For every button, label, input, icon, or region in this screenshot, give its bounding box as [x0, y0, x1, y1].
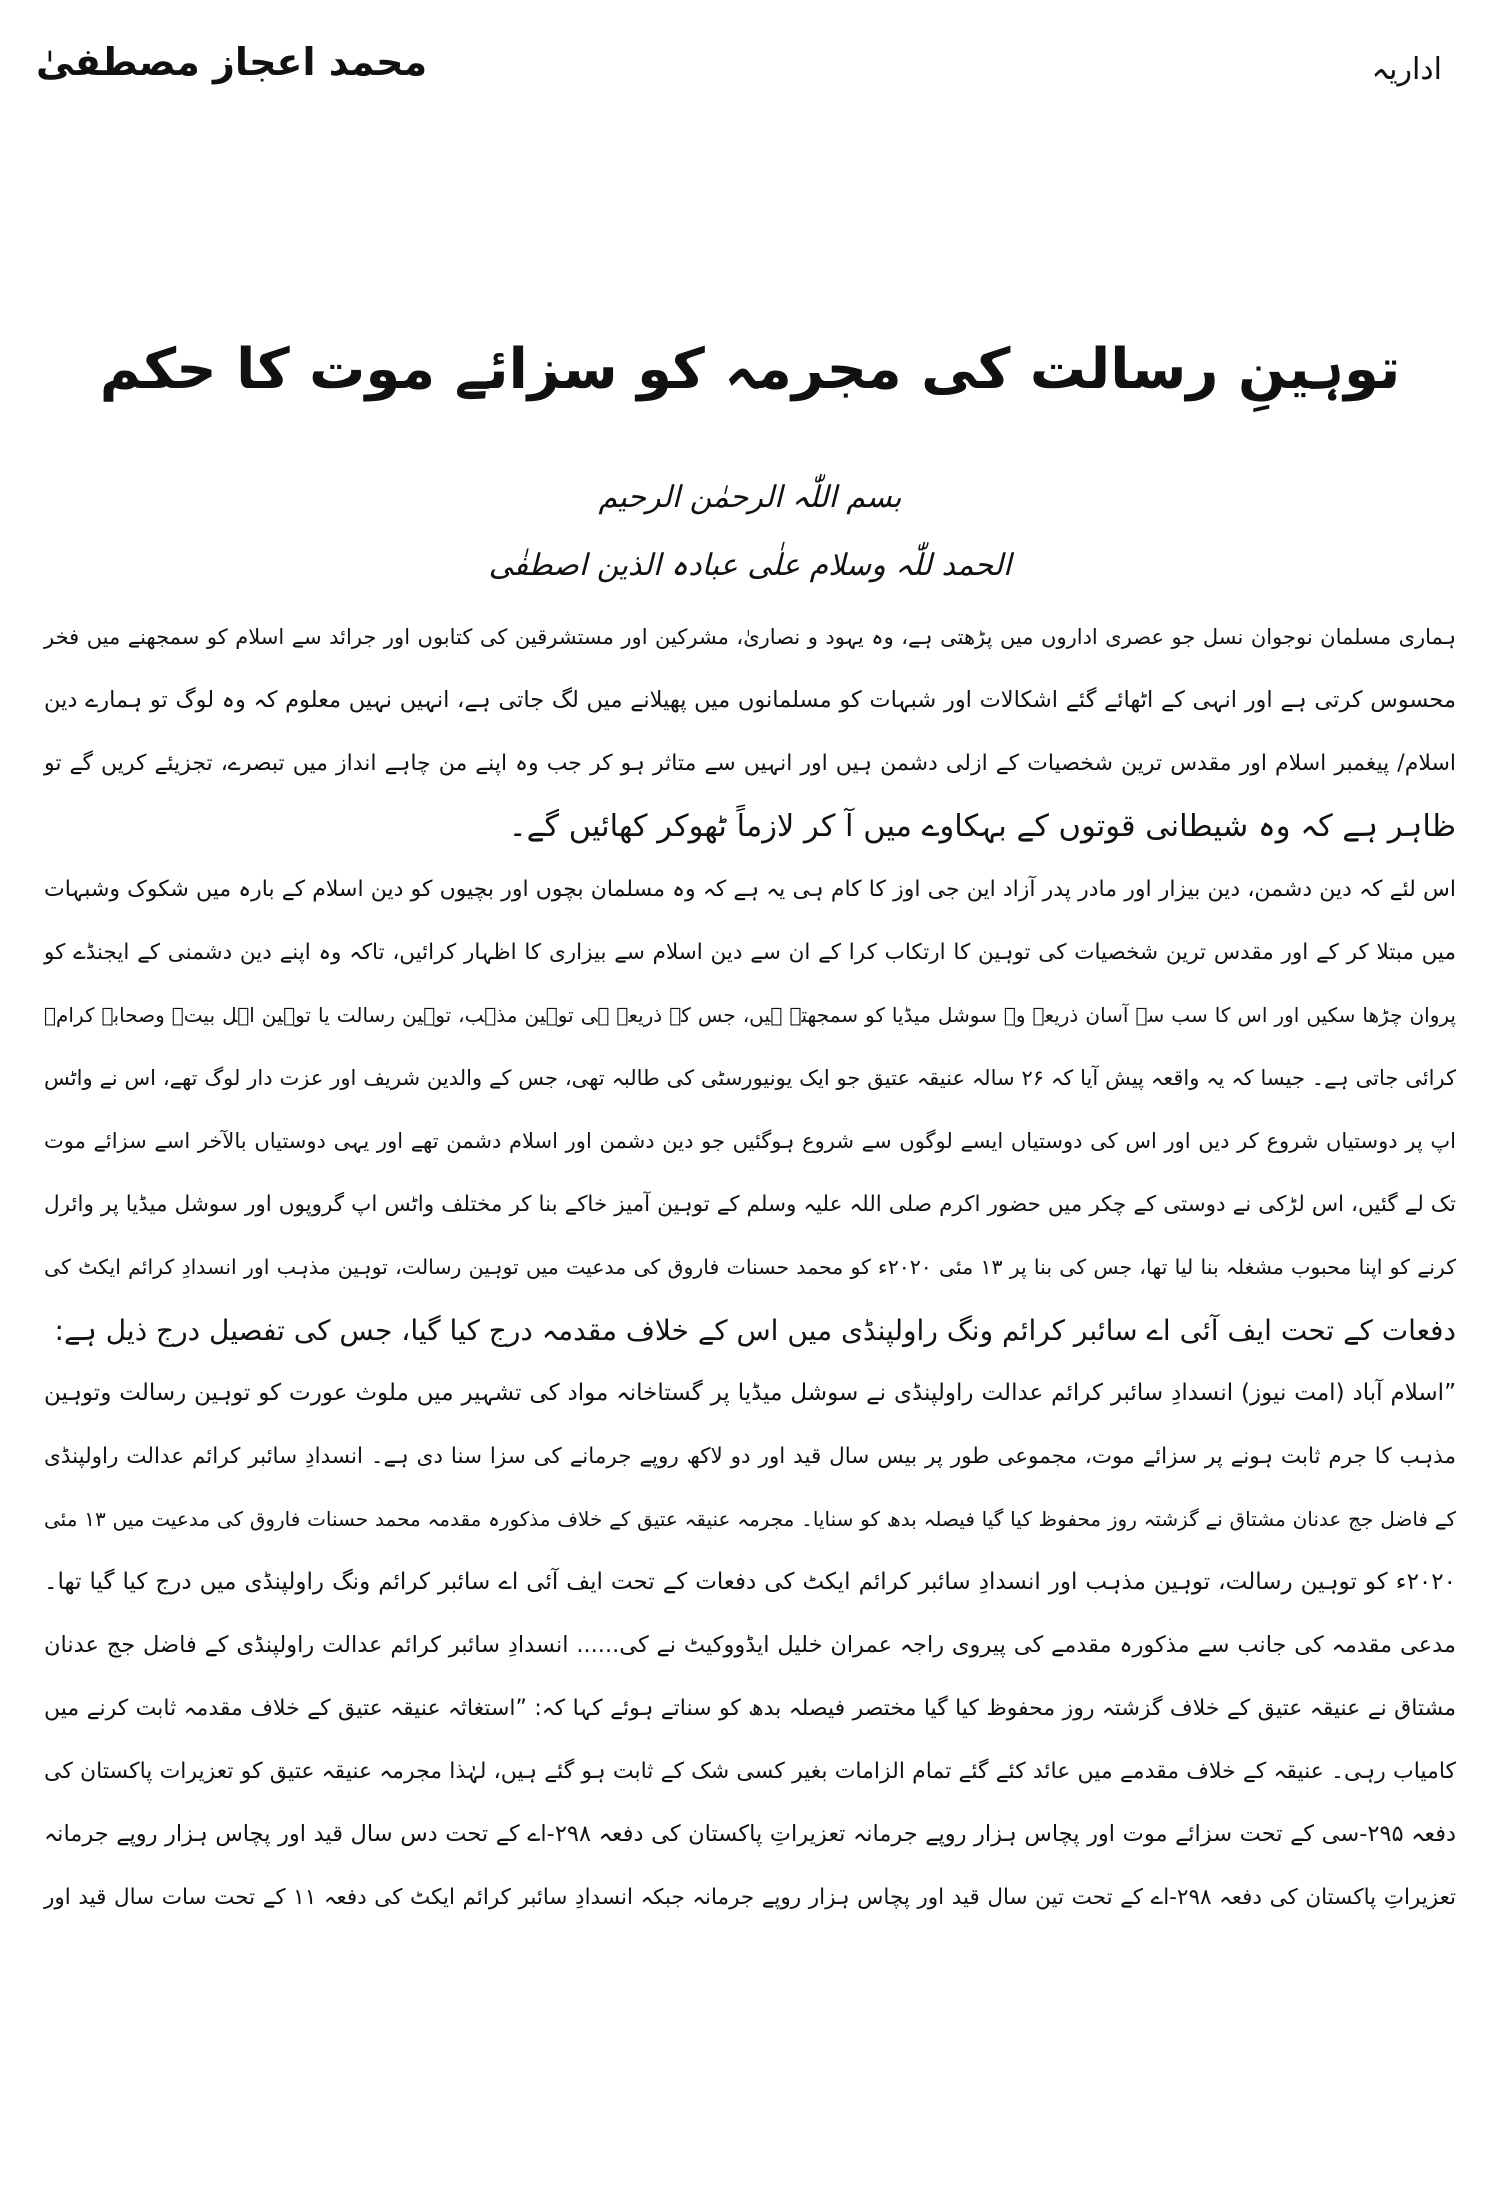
text-line: اسلام/ پیغمبر اسلام اور مقدس ترین شخصیات کے ازلی دشمن ہیں اور انہیں سے متاثر ہو کر جب وہ اپنے من چاہے انداز میں تبصرے، تجزیئے کریں گے تو — [44, 751, 1456, 776]
text-line: مدعی مقدمہ کی جانب سے مذکورہ مقدمے کی پیروی راجہ عمران خلیل ایڈووکیٹ نے کی...... انسدادِ سائبر کرائم عدالت راولپنڈی کے فاضل جج عدنان — [44, 1632, 1456, 1658]
article-body — [44, 606, 1456, 1929]
text-line: محسوس کرتی ہے اور انہی کے اٹھائے گئے اشکالات اور شبہات کو مسلمانوں میں پھیلانے میں لگ جاتی ہے، انہیں نہیں معلوم کہ وہ لوگ تو ہمارے دین — [44, 687, 1456, 713]
text-line: میں مبتلا کر کے اور مقدس ترین شخصیات کی توہین کا ارتکاب کرا کے ان سے دین اسلام سے بیزاری کا اظہار کرائیں، تاکہ وہ اپنے دین دشمنی کے ایجنڈے کو — [44, 940, 1456, 965]
text-line: کامیاب رہی۔ عنیقہ کے خلاف مقدمے میں عائد کئے گئے تمام الزامات بغیر کسی شک کے ثابت ہو گئے ہیں، لہٰذا مجرمہ عنیقہ عتیق کو تعزیرات پاکستان کی — [44, 1759, 1456, 1784]
text-line: کے فاضل جج عدنان مشتاق نے گزشتہ روز محفوظ کیا گیا فیصلہ بدھ کو سنایا۔ مجرمہ عنیقہ عتیق کے خلاف مذکورہ مقدمہ محمد حسنات فاروق کی مدعیت میں ۱۳ مئی — [44, 1507, 1457, 1531]
text-line: تعزیراتِ پاکستان کی دفعہ ۲۹۸-اے کے تحت تین سال قید اور پچاس ہزار روپے جرمانہ جبکہ انسدادِ سائبر کرائم ایکٹ کی دفعہ ۱۱ کے تحت سات سال قید اور — [44, 1885, 1456, 1910]
text-line: دفعہ ۲۹۵-سی کے تحت سزائے موت اور پچاس ہزار روپے جرمانہ تعزیراتِ پاکستان کی دفعہ ۲۹۸-اے کے تحت دس سال قید اور پچاس ہزار روپے جرمانہ — [44, 1821, 1456, 1847]
text-line: پروان چڑھا سکیں اور اس کا سب سے آسان ذریعہ وہ سوشل میڈیا کو سمجھتے ہیں، جس کے ذریعہ ہی توہین مذہب، توہین رسالت یا توہین اہل بیتؓ وصحابہ کرامؓ — [44, 1003, 1456, 1027]
text-line: دفعات کے تحت ایف آئی اے سائبر کرائم ونگ راولپنڈی میں اس کے خلاف مقدمہ درج کیا گیا، جس کی تفصیل درج ذیل ہے: — [54, 1314, 1456, 1347]
paragraph-2 — [44, 858, 1456, 1362]
text-line: مذہب کا جرم ثابت ہونے پر سزائے موت، مجموعی طور پر بیس سال قید اور دو لاکھ روپے جرمانے کی سزا سنا دی ہے۔ انسدادِ سائبر کرائم عدالت راولپنڈی — [44, 1444, 1456, 1469]
author-name: محمد اعجاز مصطفیٰ — [36, 40, 428, 84]
text-line: اس لئے کہ دین دشمن، دین بیزار اور مادر پدر آزاد این جی اوز کا کام ہی یہ ہے کہ وہ مسلمان بچوں اور بچیوں کو دین اسلام کے بارہ میں شکوک وشبہات — [44, 877, 1456, 902]
page-title: توہینِ رسالت کی مجرمہ کو سزائے موت کا حکم — [99, 337, 1401, 402]
text-line: ہماری مسلمان نوجوان نسل جو عصری اداروں میں پڑھتی ہے، وہ یہود و نصاریٰ، مشرکین اور مستشرقین کی کتابوں اور جرائد سے اسلام کو سمجھنے میں فخر — [44, 625, 1456, 649]
text-line: ”اسلام آباد (امت نیوز) انسدادِ سائبر کرائم عدالت راولپنڈی نے سوشل میڈیا پر گستاخانہ مواد کی تشہیر میں ملوث عورت کو توہین رسالت وتوہین — [44, 1380, 1456, 1406]
paragraph-3 — [44, 1362, 1456, 1929]
text-line: کرائی جاتی ہے۔ جیسا کہ یہ واقعہ پیش آیا کہ ۲۶ سالہ عنیقہ عتیق جو ایک یونیورسٹی کی طالبہ تھی، جس کے والدین شریف اور عزت دار لوگ تھے، اس نے واٹس — [44, 1066, 1456, 1090]
text-line: ظاہر ہے کہ وہ شیطانی قوتوں کے بہکاوے میں آ کر لازماً ٹھوکر کھائیں گے۔ — [508, 809, 1456, 844]
text-line: کرنے کو اپنا محبوب مشغلہ بنا لیا تھا، جس کی بنا پر ۱۳ مئی ۲۰۲۰ء کو محمد حسنات فاروق کی مدعیت میں توہین رسالت، توہین مذہب اور انسدادِ کرائم ایکٹ کی — [44, 1255, 1456, 1279]
text-line: اپ پر دوستیاں شروع کر دیں اور اس کی دوستیاں ایسے لوگوں سے شروع ہوگئیں جو دین دشمن اور اسلام دشمن تھے اور یہی دوستیاں بالآخر اسے سزائے موت — [44, 1129, 1456, 1153]
section-label: اداریہ — [1371, 52, 1442, 87]
text-line: مشتاق نے عنیقہ عتیق کے خلاف گزشتہ روز محفوظ کیا گیا مختصر فیصلہ بدھ کو سناتے ہوئے کہا کہ: ”استغاثہ عنیقہ عتیق کے خلاف مقدمہ ثابت کرنے میں — [44, 1696, 1456, 1721]
bismillah-line: بسم اللّٰہ الرحمٰن الرحیم — [598, 480, 902, 515]
hamd-line: الحمد للّٰہ وسلام علٰی عبادہ الذین اصطفٰی — [488, 548, 1012, 583]
paragraph-1 — [44, 606, 1456, 858]
text-line: ۲۰۲۰ء کو توہین رسالت، توہین مذہب اور انسدادِ سائبر کرائم ایکٹ کی دفعات کے تحت ایف آئی اے سائبر کرائم ونگ راولپنڈی میں درج کیا گیا تھا۔ — [44, 1569, 1456, 1595]
text-line: تک لے گئیں، اس لڑکی نے دوستی کے چکر میں حضور اکرم صلی اللہ علیہ وسلم کے توہین آمیز خاکے بنا کر مختلف واٹس اپ گروپوں اور سوشل میڈیا پر وائرل — [44, 1192, 1456, 1217]
